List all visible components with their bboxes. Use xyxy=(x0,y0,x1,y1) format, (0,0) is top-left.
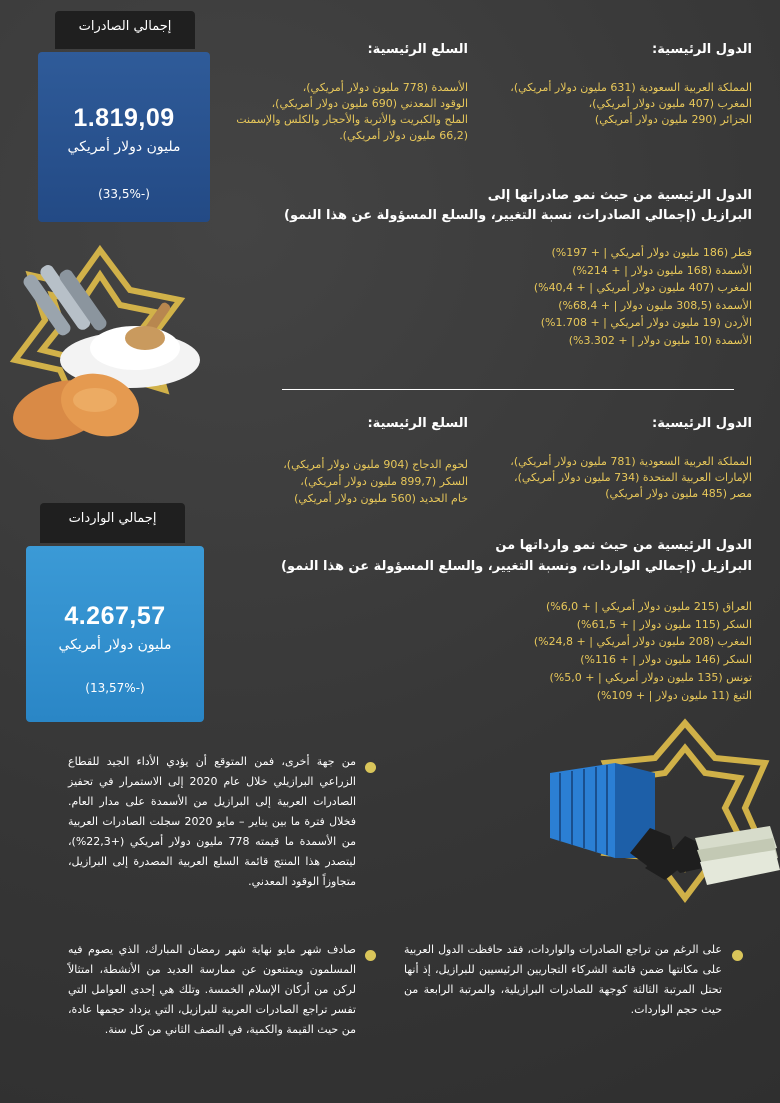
list-item: العراق (215 مليون دولار أمريكي | + 6,0%) xyxy=(545,600,752,613)
imports-countries-list xyxy=(510,454,752,502)
list-item: الأردن (19 مليون دولار أمريكي | + 1.708%) xyxy=(540,316,752,329)
exports-total-unit: مليون دولار أمريكي xyxy=(67,139,181,155)
exports-total-tab xyxy=(55,11,195,49)
exports-growth-heading-line-1: الدول الرئيسية من حيث نمو صادراتها إلى xyxy=(487,188,752,203)
section-divider xyxy=(282,389,734,390)
cash-stack-icon xyxy=(695,826,780,885)
container-illustration xyxy=(545,718,780,918)
exports-total-box xyxy=(38,52,210,222)
imports-goods-heading: السلع الرئيسية: xyxy=(367,416,468,431)
list-item: الإمارات العربية المتحدة (734 مليون دولار أمريكي)، xyxy=(514,471,752,484)
list-item: المملكة العربية السعودية (781 مليون دولار أمريكي)، xyxy=(510,455,752,468)
paragraph-fertilizers: من جهة أخرى، فمن المتوقع أن يؤدي الأداء الجيد للقطاع الزراعي البرازيلي خلال عام 2020 إلى الاستمرار في تحفيز الصادرات العربية إلى البرازيل من الأسمدة على مدار العام. فخلال فترة ما بين يناير – مايو 2020 سجلت الصادرات العربية من الأسمدة ما قيمته 778 مليون دولار أمريكي (+22,3%)، ليتصدر هذا المنتج قائمة السلع العربية المصدرة إلى البرازيل، متجاوزاً الوقود المعدني. xyxy=(68,755,356,888)
list-item: (66,2 مليون دولار أمريكي). xyxy=(339,129,468,142)
exports-countries-list xyxy=(510,80,752,128)
list-item: السكر (146 مليون دولار | + 116%) xyxy=(580,653,752,667)
list-item: الأسمدة (10 مليون دولار | + 3.302%) xyxy=(568,333,752,347)
goods-illustration xyxy=(0,230,200,460)
list-item: المغرب (407 مليون دولار أمريكي)، xyxy=(588,97,752,110)
exports-total-label: إجمالي الصادرات xyxy=(78,19,172,34)
imports-growth-list xyxy=(534,598,752,704)
list-item: السكر (899,7 مليون دولار أمريكي)، xyxy=(300,475,468,488)
paragraph-ramadan: صادف شهر مايو نهاية شهر رمضان المبارك، الذي يصوم فيه المسلمون ويمتنعون عن ممارسة العديد من الأنشطة، امتثالاً لركن من أركان الإسلام الخمسة. وتلك هي إحدى العوامل التي تفسر تراجع الصادرات العربية للبرازيل، التي يزداد حجمها عادة، من حيث القيمة والكمية، في النصف الثاني من كل سنة. xyxy=(68,943,356,1036)
imports-total-change: (-13,57%) xyxy=(85,681,145,695)
exports-total-value: 1.819,09 xyxy=(73,104,175,132)
imports-total-unit: مليون دولار أمريكي xyxy=(58,637,172,653)
exports-total-change: (-33,5%) xyxy=(98,187,150,201)
bullet-icon xyxy=(365,762,376,773)
imports-total-value: 4.267,57 xyxy=(64,602,166,630)
imports-total-box xyxy=(26,546,204,722)
list-item: المغرب (208 مليون دولار أمريكي | + 24,8%) xyxy=(533,635,752,649)
paragraph-trade-partners: على الرغم من تراجع الصادرات والواردات، فقد حافظت الدول العربية على مكانتها ضمن قائمة الشركاء التجاريين الرئيسيين للبرازيل، إذ أنها تحتل المرتبة الثالثة كوجهة للصادرات البرازيلية، والمرتبة الرابعة من حيث حجم الواردات. xyxy=(404,943,722,1016)
imports-countries-heading: الدول الرئيسية: xyxy=(652,416,752,431)
imports-goods-list xyxy=(283,456,468,507)
exports-goods-heading: السلع الرئيسية: xyxy=(367,42,468,57)
list-item: قطر (186 مليون دولار أمريكي | + 197%) xyxy=(551,246,752,259)
imports-total-label: إجمالي الواردات xyxy=(68,511,157,526)
exports-countries-heading: الدول الرئيسية: xyxy=(652,42,752,57)
bullet-icon xyxy=(365,950,376,961)
list-item: تونس (135 مليون دولار أمريكي | + 5,0%) xyxy=(549,670,752,684)
imports-growth-heading-line-2: البرازيل (إجمالي الواردات، ونسبة التغيير، والسلع المسؤولة عن هذا النمو) xyxy=(281,559,752,574)
list-item: الوقود المعدني (690 مليون دولار أمريكي)، xyxy=(271,97,468,110)
exports-growth-heading-line-2: البرازيل (إجمالي الصادرات، نسبة التغيير، والسلع المسؤولة عن هذا النمو) xyxy=(284,208,752,223)
list-item: المملكة العربية السعودية (631 مليون دولار أمريكي)، xyxy=(510,81,752,94)
list-item: الأسمدة (778 مليون دولار أمريكي)، xyxy=(302,81,468,94)
list-item: التبغ (11 مليون دولار | + 109%) xyxy=(596,688,752,702)
list-item: خام الحديد (560 مليون دولار أمريكي) xyxy=(294,492,468,505)
imports-growth-heading-line-1: الدول الرئيسية من حيث نمو وارداتها من xyxy=(495,538,752,553)
list-item: الأسمدة (308,5 مليون دولار | + 68,4%) xyxy=(558,298,752,312)
imports-growth-heading xyxy=(281,535,752,577)
list-item: مصر (485 مليون دولار أمريكي) xyxy=(605,487,752,500)
list-item: المغرب (407 مليون دولار أمريكي | + 40,4%) xyxy=(533,281,752,294)
list-item: الأسمدة (168 مليون دولار | + 214%) xyxy=(572,263,752,277)
list-item: لحوم الدجاج (904 مليون دولار أمريكي)، xyxy=(283,458,468,471)
list-item: السكر (115 مليون دولار | + 61,5%) xyxy=(576,617,752,631)
list-item: الجزائر (290 مليون دولار أمريكي) xyxy=(594,113,752,126)
bullet-icon xyxy=(732,950,743,961)
exports-growth-heading xyxy=(284,186,752,226)
imports-total-tab xyxy=(40,503,185,543)
list-item: الملح والكبريت والأتربة والأحجار والكلس والإسمنت xyxy=(236,113,468,126)
exports-growth-list xyxy=(534,244,752,349)
exports-goods-list xyxy=(236,80,468,144)
